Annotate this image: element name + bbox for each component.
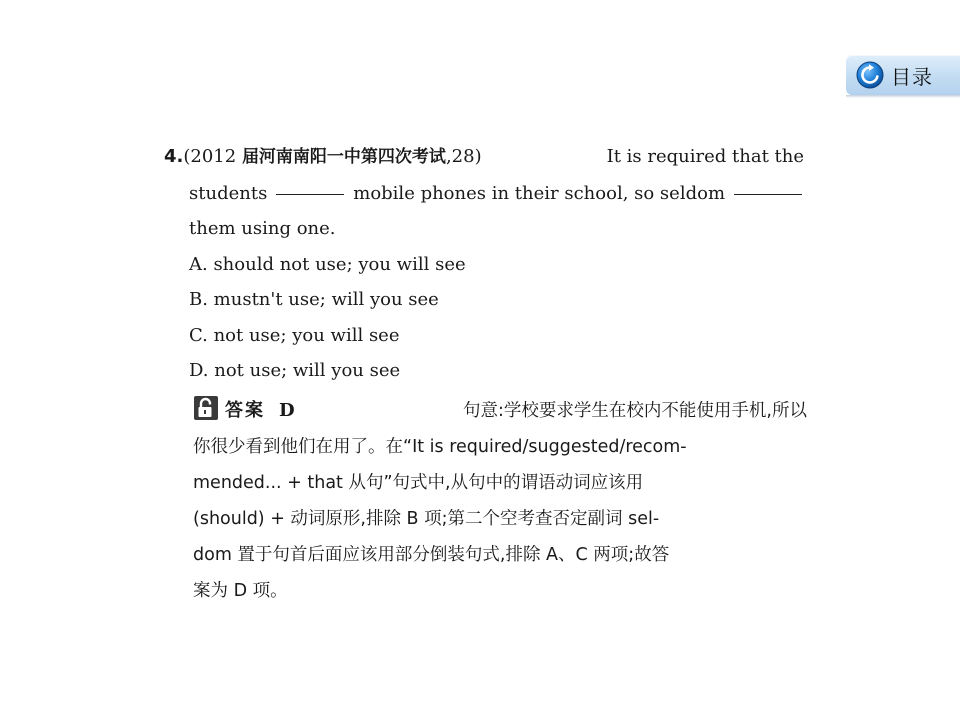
explanation-line-4: (should) + 动词原形,排除 B 项;第二个空考查否定副词 sel- <box>193 509 660 529</box>
answer-label: 答案 <box>225 400 265 421</box>
explanation-line-6: 案为 D 项。 <box>193 581 288 601</box>
question-stem-students: students <box>189 182 268 204</box>
question-source-close: ,28) <box>445 146 482 167</box>
question-block <box>164 139 804 389</box>
unlock-icon <box>193 395 219 421</box>
question-stem-end: them using one. <box>189 218 336 239</box>
option-a: A. should not use; you will see <box>189 253 466 275</box>
option-b: B. mustn't use; will you see <box>189 289 439 310</box>
answer-blank-1 <box>276 176 344 195</box>
toc-tab-shadow <box>846 95 960 98</box>
question-line-3 <box>164 211 804 247</box>
toc-label: 目录 <box>891 64 933 89</box>
explanation-line-1: 句意:学校要求学生在校内不能使用手机,所以 <box>463 401 807 421</box>
question-stem-start: It is required that the <box>606 146 804 167</box>
question-line-2 <box>164 176 804 212</box>
answer-block <box>193 393 807 609</box>
question-number: 4. <box>164 146 184 167</box>
question-line-1 <box>164 139 804 176</box>
answer-line-1 <box>193 393 807 429</box>
question-stem-middle: mobile phones in their school, so seldom <box>353 182 726 204</box>
answer-letter: D <box>279 400 295 421</box>
explanation-line-5: dom 置于句首后面应该用部分倒装句式,排除 A、C 两项;故答 <box>193 545 670 565</box>
answer-blank-2 <box>734 176 802 195</box>
question-source: 届河南南阳一中第四次考试 <box>241 147 446 167</box>
toc-button[interactable] <box>846 55 960 95</box>
explanation-line-3: mended... + that 从句”句式中,从句中的谓语动词应该用 <box>193 473 644 493</box>
refresh-arrow-icon <box>855 60 885 90</box>
explanation-line-2: 你很少看到他们在用了。在“It is required/suggested/recom- <box>193 437 687 457</box>
question-source-open: (2012 <box>183 146 242 167</box>
option-c: C. not use; you will see <box>189 324 400 346</box>
option-d: D. not use; will you see <box>189 360 401 381</box>
